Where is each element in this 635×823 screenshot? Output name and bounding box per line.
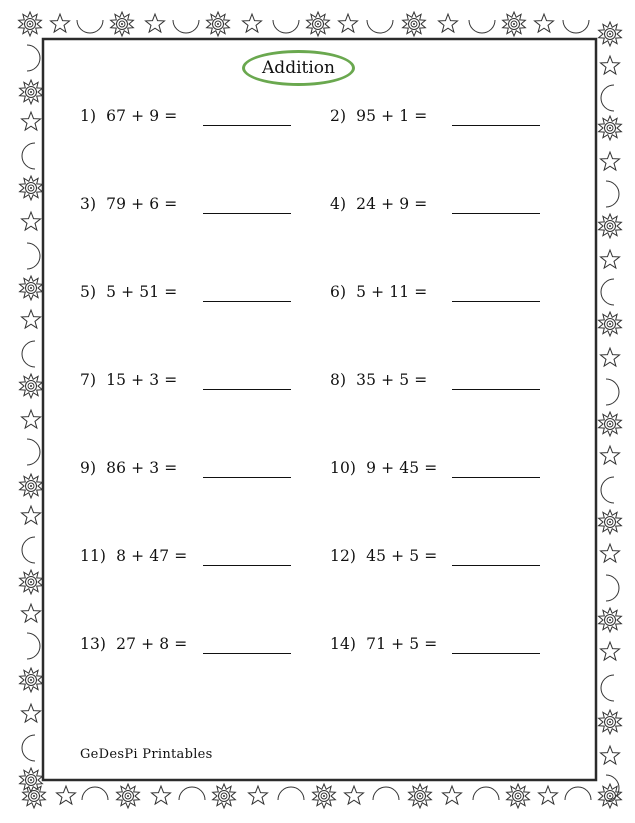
problem-9: 9) 86 + 3 = bbox=[80, 459, 178, 477]
star-icon bbox=[339, 14, 358, 32]
star-icon bbox=[601, 348, 620, 366]
star-icon bbox=[601, 446, 620, 464]
moon-icon bbox=[606, 379, 619, 405]
star-icon bbox=[51, 14, 70, 32]
moon-icon bbox=[82, 787, 108, 800]
moon-icon bbox=[173, 20, 199, 33]
sun-icon bbox=[599, 116, 622, 140]
answer-blank-4[interactable] bbox=[452, 213, 540, 214]
moon-icon bbox=[77, 20, 103, 33]
moon-icon bbox=[27, 633, 40, 659]
sun-icon bbox=[599, 710, 622, 734]
sun-icon bbox=[20, 276, 43, 300]
sun-icon bbox=[313, 784, 336, 808]
star-icon bbox=[152, 786, 171, 804]
moon-icon bbox=[27, 243, 40, 269]
problem-4: 4) 24 + 9 = bbox=[330, 195, 428, 213]
answer-blank-3[interactable] bbox=[203, 213, 291, 214]
answer-blank-1[interactable] bbox=[203, 125, 291, 126]
answer-blank-11[interactable] bbox=[203, 565, 291, 566]
star-icon bbox=[439, 14, 458, 32]
star-icon bbox=[249, 786, 268, 804]
star-icon bbox=[22, 604, 41, 622]
sun-icon bbox=[599, 412, 622, 436]
sun-icon bbox=[403, 12, 426, 36]
sun-icon bbox=[117, 784, 140, 808]
sun-icon bbox=[20, 570, 43, 594]
problem-10: 10) 9 + 45 = bbox=[330, 459, 438, 477]
footer-credit: GeDesPi Printables bbox=[80, 747, 213, 762]
sun-icon bbox=[409, 784, 432, 808]
sun-icon bbox=[213, 784, 236, 808]
sun-icon bbox=[599, 510, 622, 534]
moon-icon bbox=[469, 20, 495, 33]
star-icon bbox=[146, 14, 165, 32]
answer-blank-6[interactable] bbox=[452, 301, 540, 302]
sun-icon bbox=[111, 12, 134, 36]
moon-icon bbox=[22, 341, 35, 367]
sun-icon bbox=[20, 668, 43, 692]
answer-blank-7[interactable] bbox=[203, 389, 291, 390]
moon-icon bbox=[273, 20, 299, 33]
problem-13: 13) 27 + 8 = bbox=[80, 635, 188, 653]
problem-6: 6) 5 + 11 = bbox=[330, 283, 428, 301]
answer-blank-14[interactable] bbox=[452, 653, 540, 654]
star-icon bbox=[22, 310, 41, 328]
star-icon bbox=[601, 746, 620, 764]
moon-icon bbox=[606, 181, 619, 207]
star-icon bbox=[443, 786, 462, 804]
moon-icon bbox=[22, 735, 35, 761]
moon-icon bbox=[565, 787, 591, 800]
sun-icon bbox=[599, 312, 622, 336]
answer-blank-8[interactable] bbox=[452, 389, 540, 390]
star-icon bbox=[601, 56, 620, 74]
worksheet-title: Addition bbox=[242, 50, 355, 86]
star-icon bbox=[601, 250, 620, 268]
sun-icon bbox=[19, 12, 42, 36]
star-icon bbox=[22, 410, 41, 428]
sun-icon bbox=[20, 80, 43, 104]
star-icon bbox=[22, 212, 41, 230]
sun-icon bbox=[599, 784, 622, 808]
sun-icon bbox=[20, 474, 43, 498]
sun-icon bbox=[599, 608, 622, 632]
star-icon bbox=[22, 506, 41, 524]
star-icon bbox=[345, 786, 364, 804]
moon-icon bbox=[278, 787, 304, 800]
moon-icon bbox=[22, 143, 35, 169]
moon-icon bbox=[179, 787, 205, 800]
moon-icon bbox=[606, 575, 619, 601]
answer-blank-12[interactable] bbox=[452, 565, 540, 566]
moon-icon bbox=[373, 787, 399, 800]
problem-14: 14) 71 + 5 = bbox=[330, 635, 438, 653]
answer-blank-5[interactable] bbox=[203, 301, 291, 302]
answer-blank-2[interactable] bbox=[452, 125, 540, 126]
moon-icon bbox=[601, 675, 614, 701]
answer-blank-9[interactable] bbox=[203, 477, 291, 478]
star-icon bbox=[601, 642, 620, 660]
sun-icon bbox=[599, 22, 622, 46]
star-icon bbox=[22, 704, 41, 722]
star-icon bbox=[539, 786, 558, 804]
moon-icon bbox=[563, 20, 589, 33]
sun-icon bbox=[207, 12, 230, 36]
star-icon bbox=[535, 14, 554, 32]
moon-icon bbox=[27, 439, 40, 465]
moon-icon bbox=[601, 279, 614, 305]
problem-2: 2) 95 + 1 = bbox=[330, 107, 428, 125]
star-icon bbox=[57, 786, 76, 804]
moon-icon bbox=[22, 537, 35, 563]
moon-icon bbox=[601, 85, 614, 111]
moon-icon bbox=[27, 45, 40, 71]
problem-1: 1) 67 + 9 = bbox=[80, 107, 178, 125]
sun-icon bbox=[503, 12, 526, 36]
answer-blank-13[interactable] bbox=[203, 653, 291, 654]
problem-3: 3) 79 + 6 = bbox=[80, 195, 178, 213]
problem-12: 12) 45 + 5 = bbox=[330, 547, 438, 565]
problem-11: 11) 8 + 47 = bbox=[80, 547, 188, 565]
answer-blank-10[interactable] bbox=[452, 477, 540, 478]
star-icon bbox=[601, 544, 620, 562]
moon-icon bbox=[367, 20, 393, 33]
moon-icon bbox=[473, 787, 499, 800]
problem-5: 5) 5 + 51 = bbox=[80, 283, 178, 301]
sun-icon bbox=[307, 12, 330, 36]
sun-icon bbox=[20, 374, 43, 398]
problem-8: 8) 35 + 5 = bbox=[330, 371, 428, 389]
sun-icon bbox=[599, 214, 622, 238]
star-icon bbox=[243, 14, 262, 32]
star-icon bbox=[22, 112, 41, 130]
moon-icon bbox=[601, 477, 614, 503]
star-icon bbox=[601, 152, 620, 170]
sun-icon bbox=[20, 176, 43, 200]
sun-icon bbox=[507, 784, 530, 808]
problem-7: 7) 15 + 3 = bbox=[80, 371, 178, 389]
